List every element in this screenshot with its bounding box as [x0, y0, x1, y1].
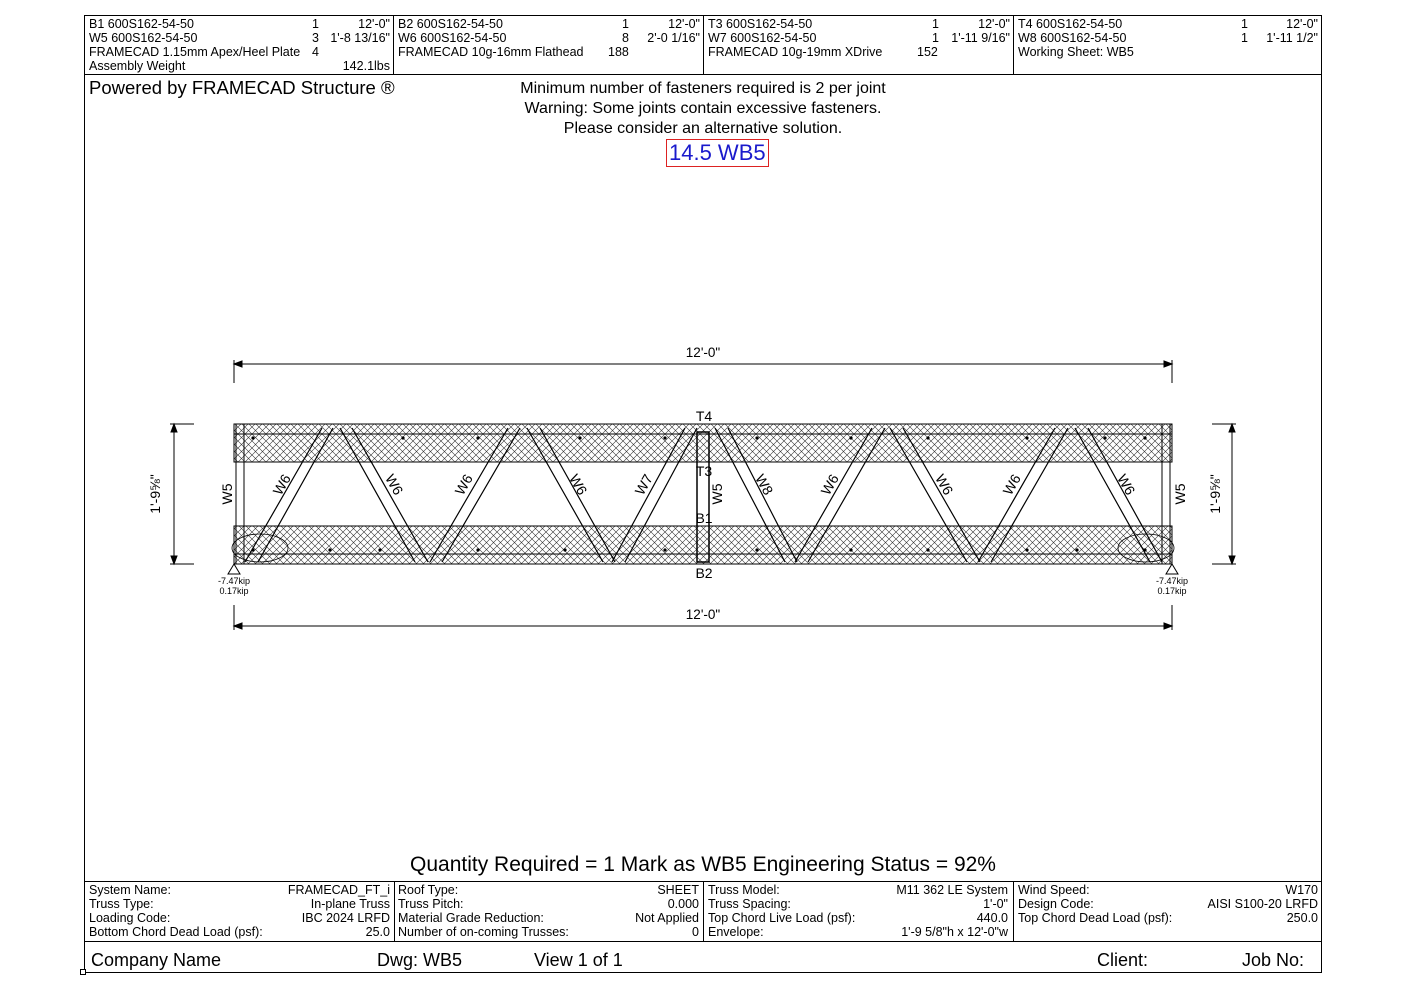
member-label-w7: W7 [631, 471, 656, 498]
member-label-t3: T3 [695, 463, 713, 479]
spec-bottom-line [84, 941, 1322, 942]
spec-label: Design Code: [1018, 897, 1094, 911]
spec-value: FRAMECAD_FT_i [287, 883, 390, 897]
part-length: 12'-0" [1286, 17, 1318, 31]
spec-label: Envelope: [708, 925, 764, 939]
member-label-w5-mid: W5 [709, 483, 725, 505]
member-label-w6: W6 [999, 471, 1024, 498]
job-number-label: Job No: [1242, 950, 1305, 970]
spec-value: 250.0 [1286, 911, 1318, 925]
member-label-w5-right: W5 [1172, 483, 1188, 505]
quantity-status: Quantity Required = 1 Mark as WB5 Engineering Status = 92% [410, 853, 996, 876]
member-label-w6: W6 [269, 471, 294, 498]
col-divider [394, 881, 395, 941]
member-label-t4: T4 [695, 408, 713, 424]
spec-label: Bottom Chord Dead Load (psf): [89, 925, 263, 939]
spec-value: SHEET [657, 883, 699, 897]
part-qty: 1 [622, 17, 629, 31]
member-label-w5-left: W5 [219, 483, 235, 505]
part-qty: 1 [1241, 31, 1248, 45]
spec-label: Truss Type: [89, 897, 154, 911]
view-indicator: View 1 of 1 [534, 950, 623, 970]
part-label: Assembly Weight [89, 59, 186, 73]
part-length: 1'-11 9/16" [951, 31, 1010, 45]
part-qty: 188 [608, 45, 629, 59]
member-label-w6: W6 [566, 471, 591, 498]
spec-value: 1'-0" [983, 897, 1008, 911]
part-qty: 1 [932, 17, 939, 31]
part-label: B2 600S162-54-50 [398, 17, 503, 31]
member-label-w6: W6 [451, 471, 476, 498]
part-label: FRAMECAD 10g-19mm XDrive [708, 45, 883, 59]
part-label: W5 600S162-54-50 [89, 31, 198, 45]
top-chord [234, 424, 1172, 462]
notice-line: Please consider an alternative solution. [563, 120, 843, 137]
spec-label: Truss Spacing: [708, 897, 791, 911]
part-length: 12'-0" [978, 17, 1010, 31]
member-label-w6: W6 [932, 471, 957, 498]
reaction-right-uplift: -7.47kip [1155, 576, 1189, 586]
top-dimension-label: 12'-0" [685, 345, 721, 360]
spec-label: Truss Model: [708, 883, 780, 897]
left-height-dimension [170, 424, 194, 564]
support-left-icon [228, 564, 240, 574]
spec-label: Material Grade Reduction: [398, 911, 544, 925]
member-label-b2: B2 [695, 565, 713, 581]
spec-value: 1'-9 5/8"h x 12'-0"w [901, 925, 1008, 939]
spec-value: W170 [1285, 883, 1318, 897]
top-dimension [234, 360, 1172, 383]
member-label-w8: W8 [752, 471, 777, 498]
spec-label: System Name: [89, 883, 171, 897]
reaction-left-horizontal: 0.17kip [219, 586, 249, 596]
part-length: 2'-0 1/16" [647, 31, 700, 45]
part-label: W6 600S162-54-50 [398, 31, 507, 45]
part-qty: 152 [917, 45, 938, 59]
part-label: T3 600S162-54-50 [708, 17, 813, 31]
spec-value: M11 362 LE System [896, 883, 1008, 897]
part-label: W7 600S162-54-50 [708, 31, 817, 45]
notice-line: Minimum number of fasteners required is 2 per joint [520, 80, 886, 97]
spec-label: Number of on-coming Trusses: [398, 925, 569, 939]
part-qty: 1 [1241, 17, 1248, 31]
part-qty: 8 [622, 31, 629, 45]
part-qty: 1 [312, 17, 319, 31]
member-label-b1: B1 [695, 510, 713, 526]
part-label: FRAMECAD 10g-16mm Flathead [398, 45, 584, 59]
assembly-weight: 142.1lbs [342, 59, 390, 73]
spec-value: 440.0 [976, 911, 1008, 925]
bottom-dimension-label: 12'-0" [685, 607, 721, 622]
part-qty: 3 [312, 31, 319, 45]
spec-value: 0 [692, 925, 699, 939]
member-label-w6: W6 [382, 471, 407, 498]
part-qty: 4 [312, 45, 319, 59]
company-name: Company Name [91, 950, 222, 970]
spec-value: Not Applied [635, 911, 699, 925]
powered-by: Powered by FRAMECAD Structure ® [89, 77, 395, 98]
support-right-icon [1166, 564, 1178, 574]
right-height-label: 1'-9⅝" [1207, 474, 1223, 514]
spec-label: Roof Type: [398, 883, 459, 897]
part-length: 12'-0" [358, 17, 390, 31]
spec-label: Top Chord Dead Load (psf): [1018, 911, 1173, 925]
left-height-label: 1'-9⅝" [147, 474, 163, 514]
spec-value: IBC 2024 LRFD [301, 911, 390, 925]
col-divider [1013, 881, 1014, 941]
member-label-w6: W6 [1114, 471, 1139, 498]
spec-value: 25.0 [365, 925, 390, 939]
notice-line: Warning: Some joints contain excessive fasteners. [524, 100, 882, 117]
truss-mark: 14.5 WB5 [666, 139, 769, 167]
spec-label: Top Chord Live Load (psf): [708, 911, 856, 925]
member-label-w6: W6 [817, 471, 842, 498]
drawing-number: Dwg: WB5 [377, 950, 463, 970]
part-label: B1 600S162-54-50 [89, 17, 194, 31]
spec-label: Truss Pitch: [398, 897, 464, 911]
part-label: W8 600S162-54-50 [1018, 31, 1127, 45]
part-length: 12'-0" [668, 17, 700, 31]
spec-label: Loading Code: [89, 911, 171, 925]
client-label: Client: [1097, 950, 1149, 970]
part-length: 1'-11 1/2" [1266, 31, 1318, 45]
part-label: T4 600S162-54-50 [1018, 17, 1123, 31]
spec-value: AISI S100-20 LRFD [1207, 897, 1318, 911]
reaction-left-uplift: -7.47kip [217, 576, 251, 586]
spec-value: 0.000 [667, 897, 699, 911]
working-sheet: Working Sheet: WB5 [1018, 45, 1134, 59]
spec-value: In-plane Truss [310, 897, 390, 911]
part-qty: 1 [932, 31, 939, 45]
spec-label: Wind Speed: [1018, 883, 1090, 897]
col-divider [703, 881, 704, 941]
part-label: FRAMECAD 1.15mm Apex/Heel Plate [89, 45, 301, 59]
corner-grip [80, 969, 86, 975]
bottom-chord [234, 526, 1172, 564]
part-length: 1'-8 13/16" [330, 31, 390, 45]
reaction-right-horizontal: 0.17kip [1157, 586, 1187, 596]
